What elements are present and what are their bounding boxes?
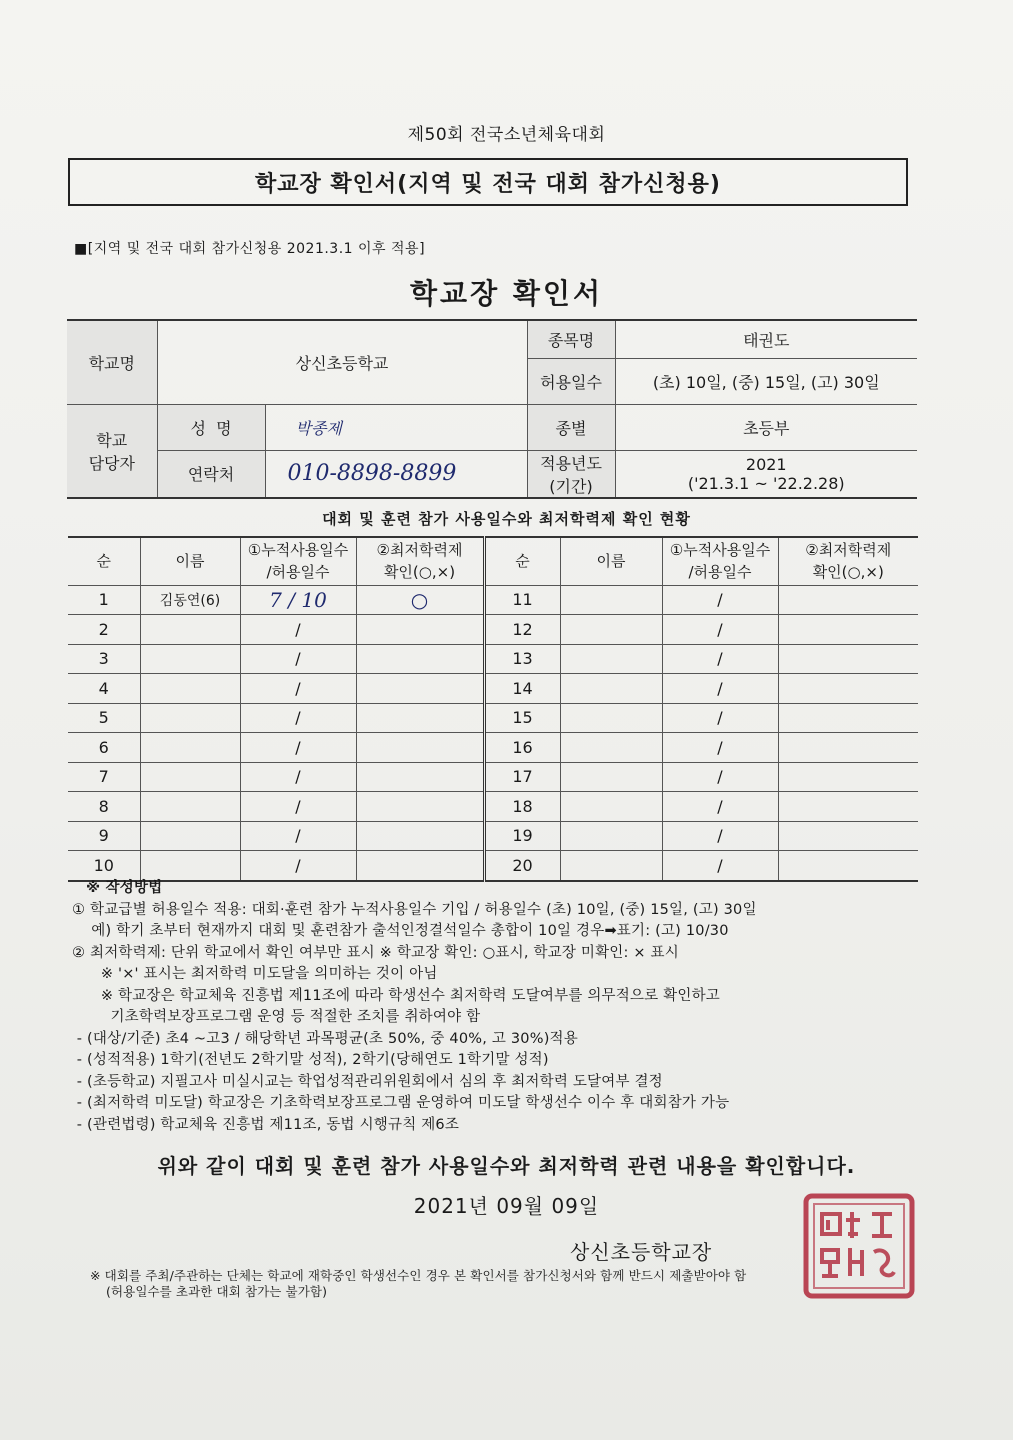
school-label: 학교명 xyxy=(67,320,157,404)
header-min-right xyxy=(778,537,918,585)
row-no: 9 xyxy=(68,821,140,851)
confirm-statement: 위와 같이 대회 및 훈련 참가 사용일수와 최저학력 관련 내용을 확인합니다. xyxy=(157,1154,856,1178)
row-days: / xyxy=(662,615,778,645)
row-days: / xyxy=(662,762,778,792)
header-min-1: ②최저학력제 xyxy=(376,541,463,560)
principal-signature-line: 상신초등학교장 xyxy=(570,1240,713,1264)
method-line: ※ 학교장은 학교체육 진흥법 제11조에 따라 학생선수 최저학력 도달여부를 의무적으로 확인하고 xyxy=(72,987,721,1004)
row-name xyxy=(560,792,662,822)
row-no: 3 xyxy=(68,644,140,674)
row-min xyxy=(356,644,484,674)
row-name xyxy=(560,674,662,704)
row-min xyxy=(778,644,918,674)
header-days-1: ①누적사용일수 xyxy=(247,541,349,560)
row-days: / xyxy=(662,851,778,881)
row-no: 4 xyxy=(68,674,140,704)
row-min xyxy=(356,733,484,763)
row-days: / xyxy=(662,674,778,704)
header-no: 순 xyxy=(68,537,140,585)
row-no: 13 xyxy=(484,644,560,674)
school-seal-stamp xyxy=(800,1190,918,1302)
row-days: / xyxy=(240,821,356,851)
row-name xyxy=(140,821,240,851)
row-name xyxy=(140,644,240,674)
issue-date: 2021년 09월 09일 xyxy=(413,1194,600,1218)
row-days: / xyxy=(662,703,778,733)
footnote-line-2: (허용일수를 초과한 대회 참가는 불가함) xyxy=(106,1284,328,1299)
table-row xyxy=(68,674,918,704)
row-name xyxy=(140,703,240,733)
method-line: ② 최저학력제: 단위 학교에서 확인 여부만 표시 ※ 학교장 확인: ○표시, 학교장 미확인: × 표시 xyxy=(72,944,679,961)
header-name-right: 이름 xyxy=(560,537,662,585)
method-line: - (최저학력 미도달) 학교장은 기초학력보장프로그램 운영하여 미도달 학생선수 이수 후 대회참가 가능 xyxy=(72,1095,730,1111)
year-label xyxy=(527,450,615,498)
row-days: / xyxy=(240,733,356,763)
row-no: 2 xyxy=(68,615,140,645)
table-row xyxy=(68,644,918,674)
row-days: / xyxy=(240,792,356,822)
row-min xyxy=(778,585,918,615)
header-days-2: /허용일수 xyxy=(266,563,330,582)
method-line: 예) 학기 초부터 현재까지 대회 및 훈련참가 출석인정결석일수 총합이 10일 경우➡표기: (고) 10/30 xyxy=(72,923,729,939)
row-name xyxy=(560,851,662,881)
row-no: 14 xyxy=(484,674,560,704)
header-days-right xyxy=(662,537,778,585)
row-days: / xyxy=(662,585,778,615)
row-name xyxy=(560,615,662,645)
row-min xyxy=(356,821,484,851)
row-min xyxy=(778,792,918,822)
year-value xyxy=(615,450,917,498)
row-name xyxy=(560,585,662,615)
table-row xyxy=(68,733,918,763)
name-handwritten: 박종제 xyxy=(265,404,527,450)
row-min xyxy=(356,851,484,881)
row-no: 12 xyxy=(484,615,560,645)
event-label: 종목명 xyxy=(527,320,615,358)
row-days: / xyxy=(240,762,356,792)
header-days-1-right: ①누적사용일수 xyxy=(669,541,771,560)
row-min xyxy=(778,821,918,851)
school-value: 상신초등학교 xyxy=(157,320,527,404)
header-no-right: 순 xyxy=(484,537,560,585)
table-row xyxy=(68,851,918,881)
row-days: / xyxy=(240,674,356,704)
table-row xyxy=(68,762,918,792)
row-name xyxy=(140,851,240,881)
row-days: 7 / 10 xyxy=(240,585,356,615)
manager-label xyxy=(67,404,157,498)
table-row xyxy=(68,585,918,615)
footnote-line-1: ※ 대회를 주최/주관하는 단체는 학교에 재학중인 학생선수인 경우 본 확인서를 참가신청서와 함께 반드시 제출받아야 함 xyxy=(90,1268,747,1283)
row-no: 8 xyxy=(68,792,140,822)
writing-method xyxy=(72,878,952,1136)
title-text: 학교장 확인서(지역 및 전국 대회 참가신청용) xyxy=(255,171,721,197)
row-no: 16 xyxy=(484,733,560,763)
row-min xyxy=(356,615,484,645)
row-name xyxy=(560,821,662,851)
row-min xyxy=(778,674,918,704)
row-name: 김동연(6) xyxy=(140,585,240,615)
row-days: / xyxy=(240,615,356,645)
row-min xyxy=(356,674,484,704)
row-min xyxy=(778,762,918,792)
method-line: ※ '×' 표시는 최저학력 미도달을 의미하는 것이 아님 xyxy=(72,966,438,982)
contact-handwritten: 010-8898-8899 xyxy=(265,450,527,498)
row-days: / xyxy=(662,644,778,674)
row-min xyxy=(778,615,918,645)
notice-line: ■[지역 및 전국 대회 참가신청용 2021.3.1 이후 적용] xyxy=(74,241,426,257)
allowed-label: 허용일수 xyxy=(527,358,615,404)
row-name xyxy=(140,762,240,792)
header-days-2-right: /허용일수 xyxy=(688,563,752,582)
row-name xyxy=(560,733,662,763)
contest-name: 제50회 전국소년체육대회 xyxy=(407,125,606,145)
method-line: ① 학교급별 허용일수 적용: 대회·훈련 참가 누적사용일수 기입 / 허용일수 (초) 10일, (중) 15일, (고) 30일 xyxy=(72,901,757,918)
header-min xyxy=(356,537,484,585)
row-no: 1 xyxy=(68,585,140,615)
header-min-1-right: ②최저학력제 xyxy=(805,541,892,560)
row-min: ○ xyxy=(356,585,484,615)
row-min xyxy=(778,733,918,763)
year-value-1: 2021 xyxy=(745,454,787,474)
header-min-2: 확인(○,×) xyxy=(383,563,456,582)
title-box xyxy=(68,158,908,206)
row-no: 17 xyxy=(484,762,560,792)
table-row xyxy=(68,703,918,733)
header-name: 이름 xyxy=(140,537,240,585)
method-line: - (관련법령) 학교체육 진흥법 제11조, 동법 시행규칙 제6조 xyxy=(72,1116,460,1133)
row-name xyxy=(140,792,240,822)
row-days: / xyxy=(240,644,356,674)
division-value: 초등부 xyxy=(615,404,917,450)
row-min xyxy=(356,792,484,822)
row-min xyxy=(778,703,918,733)
year-label-2: (기간) xyxy=(549,476,593,496)
year-value-2: ('21.3.1 ~ '22.2.28) xyxy=(687,473,845,493)
row-no: 15 xyxy=(484,703,560,733)
row-name xyxy=(140,733,240,763)
row-no: 18 xyxy=(484,792,560,822)
row-no: 20 xyxy=(484,851,560,881)
table-header-row xyxy=(68,537,918,585)
name-label: 성 명 xyxy=(157,404,265,450)
header-days xyxy=(240,537,356,585)
row-name xyxy=(560,644,662,674)
row-min xyxy=(356,703,484,733)
row-days: / xyxy=(662,792,778,822)
manager-label-2: 담당자 xyxy=(88,453,135,473)
year-label-1: 적용년도 xyxy=(540,453,602,473)
footnote xyxy=(90,1268,746,1300)
section-title: 대회 및 훈련 참가 사용일수와 최저학력제 확인 현황 xyxy=(322,510,691,528)
method-line: - (성적적용) 1학기(전년도 2학기말 성적), 2학기(당해연도 1학기말 성적) xyxy=(72,1052,549,1068)
row-name xyxy=(140,674,240,704)
method-line: - (대상/기준) 초4 ~고3 / 해당학년 과목평균(초 50%, 중 40%, 고 30%)적용 xyxy=(72,1030,578,1047)
row-name xyxy=(560,762,662,792)
info-table xyxy=(67,319,917,499)
row-days: / xyxy=(662,733,778,763)
row-min xyxy=(356,762,484,792)
row-no: 10 xyxy=(68,851,140,881)
method-line: - (초등학교) 지필고사 미실시교는 학업성적관리위원회에서 심의 후 최저학력 도달여부 결정 xyxy=(72,1073,663,1090)
row-no: 5 xyxy=(68,703,140,733)
page-title: 학교장 확인서 xyxy=(409,277,604,310)
row-no: 6 xyxy=(68,733,140,763)
row-min xyxy=(778,851,918,881)
row-no: 19 xyxy=(484,821,560,851)
row-days: / xyxy=(240,851,356,881)
method-title: ※ 작성방법 xyxy=(86,880,163,896)
table-row xyxy=(68,792,918,822)
row-no: 11 xyxy=(484,585,560,615)
row-no: 7 xyxy=(68,762,140,792)
row-name xyxy=(560,703,662,733)
table-row xyxy=(68,615,918,645)
division-label: 종별 xyxy=(527,404,615,450)
row-days: / xyxy=(662,821,778,851)
event-value: 태권도 xyxy=(615,320,917,358)
header-min-2-right: 확인(○,×) xyxy=(812,563,884,582)
allowed-value: (초) 10일, (중) 15일, (고) 30일 xyxy=(615,358,917,404)
row-name xyxy=(140,615,240,645)
contact-label: 연락처 xyxy=(157,450,265,498)
manager-label-1: 학교 xyxy=(96,430,128,450)
table-row xyxy=(68,821,918,851)
method-line: 기초학력보장프로그램 운영 등 적절한 조치를 취하여야 함 xyxy=(72,1009,481,1025)
usage-table xyxy=(68,536,918,882)
row-days: / xyxy=(240,703,356,733)
